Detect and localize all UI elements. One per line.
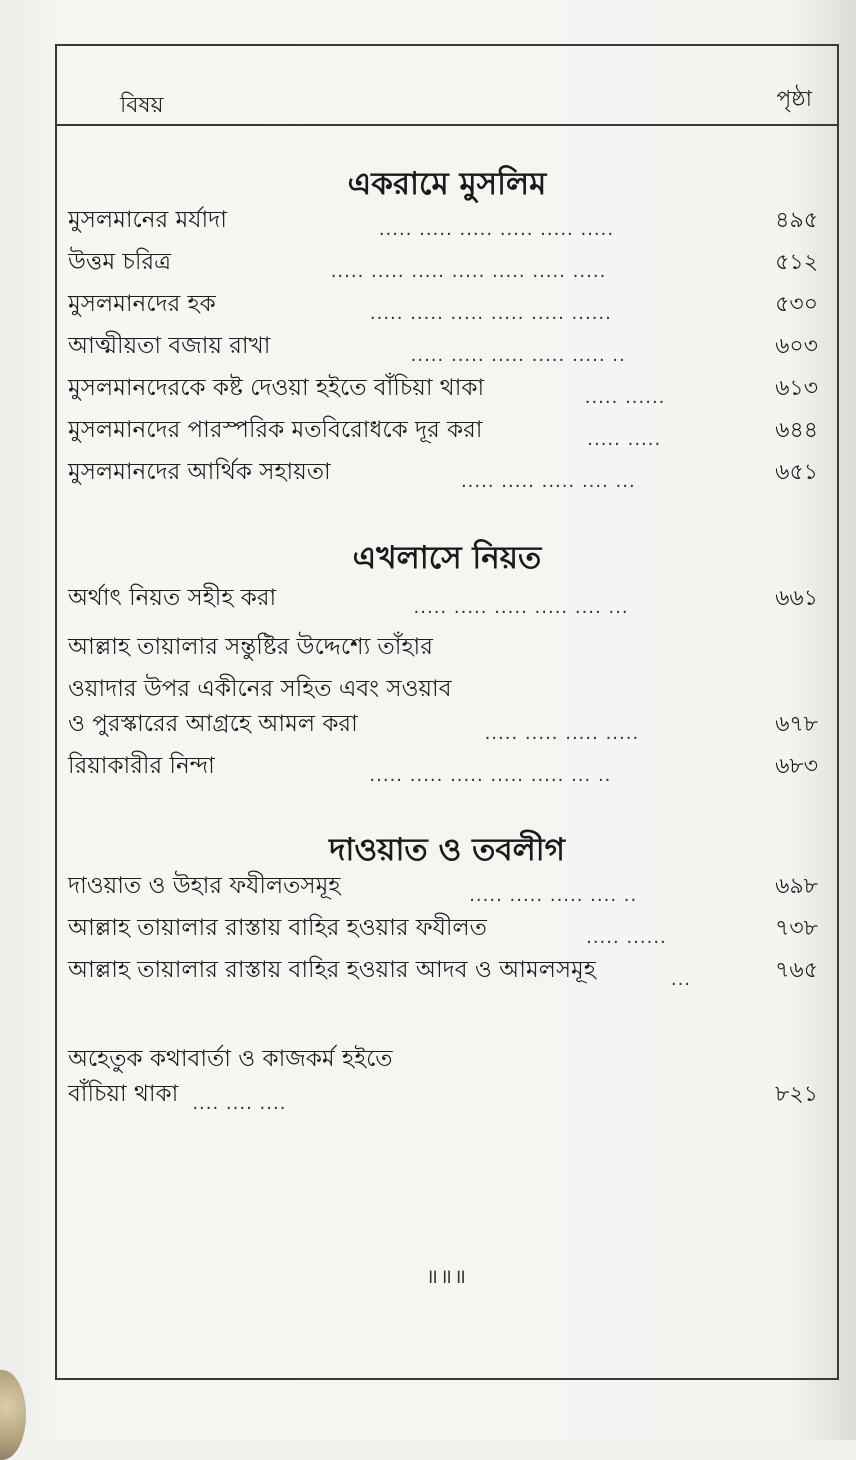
toc-entry-page: ৫১২ <box>775 250 818 275</box>
toc-entry-page: ৬৫১ <box>775 460 818 485</box>
toc-entry-page: ৫৩০ <box>775 292 818 317</box>
leader-dots: ..... ..... ..... ..... .... ... <box>413 597 629 618</box>
toc-entry <box>68 370 818 408</box>
toc-entry <box>68 748 818 786</box>
leader-dots: ..... ..... ..... ..... <box>484 723 640 744</box>
subject-column-label: বিষয় <box>120 93 164 118</box>
toc-entry-page: ৭৬৫ <box>775 958 818 983</box>
leader-dots: ..... ..... <box>587 429 662 450</box>
toc-entry <box>68 454 818 492</box>
toc-entry-title: আল্লাহ তায়ালার রাস্তায় বাহির হওয়ার আদব ও আমলসমূহ <box>68 957 596 983</box>
toc-entry-continued-line: আল্লাহ তায়ালার সন্তুষ্টির উদ্দেশ্যে তাঁহার <box>68 634 433 660</box>
toc-entry-title: আল্লাহ তায়ালার রাস্তায় বাহির হওয়ার ফযীলত <box>68 915 487 941</box>
page-column-label: পৃষ্ঠা <box>776 87 812 112</box>
toc-entry-title: মুসলমানদেরকে কষ্ট দেওয়া হইতে বাঁচিয়া থাকা <box>68 375 485 401</box>
toc-entry-title: উত্তম চরিত্র <box>68 249 171 275</box>
toc-entry <box>68 202 818 240</box>
leader-dots: .... .... .... <box>192 1093 287 1114</box>
toc-entry <box>68 952 818 990</box>
toc-entry-title: মুসলমানের মর্যাদা <box>68 207 227 233</box>
toc-entry-title: রিয়াকারীর নিন্দা <box>68 753 215 779</box>
page-footer-ornament: ॥॥॥ <box>426 1264 468 1288</box>
toc-entry-page: ৮২১ <box>775 1082 818 1107</box>
toc-entry-title: মুসলমানদের হক <box>68 291 216 317</box>
section-title-dawat-tabligh: দাওয়াত ও তবলীগ <box>329 832 565 868</box>
toc-entry <box>68 328 818 366</box>
toc-entry <box>68 1076 818 1114</box>
toc-entry-title: মুসলমানদের পারস্পরিক মতবিরোধকে দূর করা <box>68 417 483 443</box>
toc-entry-title: আত্মীয়তা বজায় রাখা <box>68 333 271 359</box>
toc-entry <box>68 706 818 744</box>
leader-dots: ..... ..... ..... .... ... <box>460 471 636 492</box>
toc-entry-title: দাওয়াত ও উহার ফযীলতসমূহ <box>68 873 341 899</box>
toc-entry <box>68 412 818 450</box>
toc-entry-page: ৪৯৫ <box>775 208 818 233</box>
header-divider <box>55 124 839 126</box>
toc-entry-title: মুসলমানদের আর্থিক সহায়তা <box>68 459 331 485</box>
toc-entry-title: বাঁচিয়া থাকা <box>68 1081 179 1107</box>
leader-dots: ..... ..... ..... .... .. <box>469 885 638 906</box>
section-title-ekrame-muslim: একরামে মুসলিম <box>347 166 547 202</box>
toc-entry-page: ৬১৩ <box>775 376 818 401</box>
section-title-ekhlase-niyat: এখলাসে নিয়ত <box>352 540 542 576</box>
leader-dots: ..... ..... ..... ..... ..... ..... ..... <box>330 261 607 282</box>
leader-dots: ..... ..... ..... ..... ..... ..... <box>378 219 615 240</box>
toc-entry <box>68 580 818 618</box>
toc-entry-page: ৬৬১ <box>775 586 818 611</box>
toc-entry <box>68 868 818 906</box>
toc-entry-page: ৬৯৮ <box>775 874 818 899</box>
leader-dots: ..... ...... <box>584 387 666 408</box>
toc-entry-page: ৭৩৮ <box>775 916 818 941</box>
toc-entry-first-line: অহেতুক কথাবার্তা ও কাজকর্ম হইতে <box>68 1046 393 1072</box>
leader-dots: ..... ..... ..... ..... ..... ... .. <box>369 765 612 786</box>
toc-entry-title: অর্থাৎ নিয়ত সহীহ করা <box>68 585 277 611</box>
leader-dots: ... <box>670 969 692 990</box>
toc-entry-page: ৬৪৪ <box>775 418 818 443</box>
toc-entry-continued-line: ওয়াদার উপর একীনের সহিত এবং সওয়াব <box>68 676 452 702</box>
leader-dots: ..... ..... ..... ..... ..... ...... <box>369 303 612 324</box>
toc-entry <box>68 910 818 948</box>
leader-dots: ..... ...... <box>586 927 667 948</box>
toc-entry <box>68 244 818 282</box>
toc-entry-page: ৬৭৮ <box>775 712 818 737</box>
toc-entry-title: ও পুরস্কারের আগ্রহে আমল করা <box>68 711 358 737</box>
toc-entry <box>68 286 818 324</box>
toc-entry-page: ৬০৩ <box>775 334 818 359</box>
toc-entry-page: ৬৮৩ <box>775 754 818 779</box>
leader-dots: ..... ..... ..... ..... ..... .. <box>410 345 626 366</box>
